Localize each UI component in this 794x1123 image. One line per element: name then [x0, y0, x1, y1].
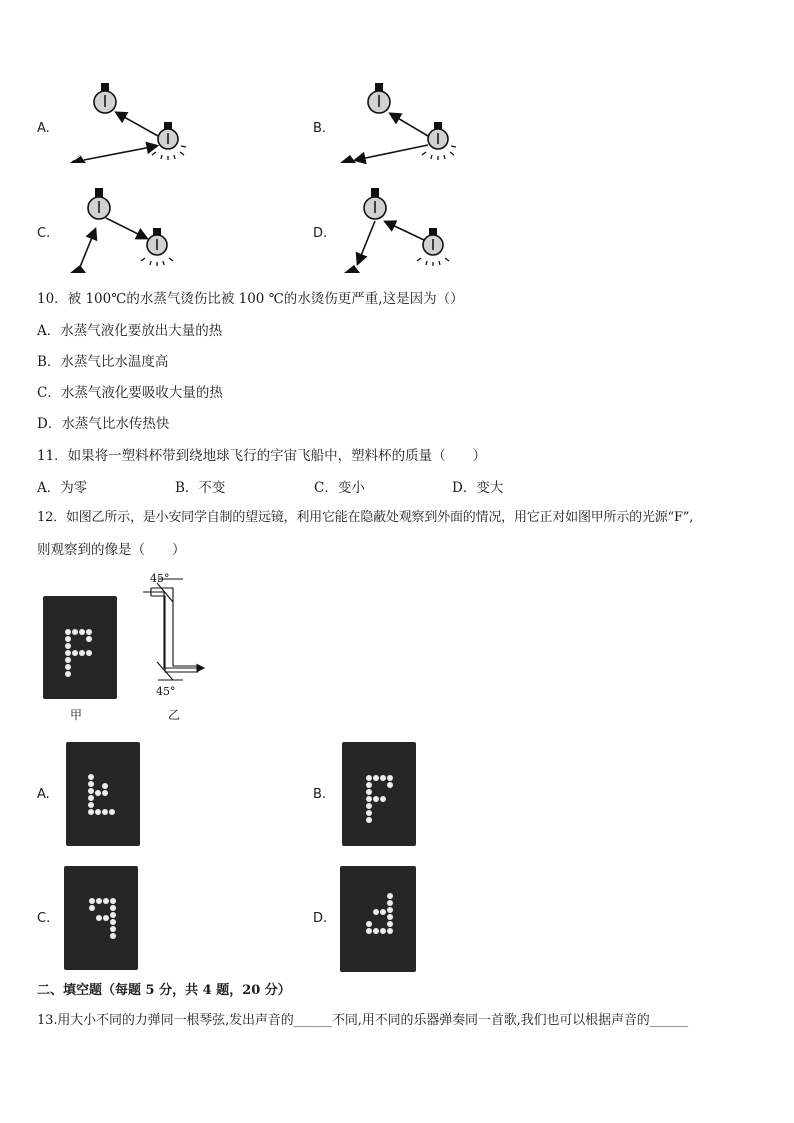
- q9-diagram-a: [60, 80, 200, 175]
- letter-f-dots: [43, 596, 117, 699]
- q12-option-d-label[interactable]: D.: [313, 911, 328, 926]
- q9-option-a-label: A.: [37, 121, 50, 136]
- figure-jia-light-source: [43, 596, 117, 699]
- q10-stem: 10．被 100℃的水蒸气烫伤比被 100 ℃的水烫伤更严重,这是因为（）: [37, 291, 464, 307]
- ray-reflected: [106, 218, 146, 238]
- figure-jia-label: 甲: [70, 708, 83, 722]
- q11-option-a[interactable]: A．为零: [37, 480, 88, 496]
- eye-icon: [344, 265, 360, 273]
- figure-yi-periscope: [138, 570, 218, 705]
- q9-option-d-label: D.: [313, 226, 328, 241]
- lit-bulb-icon: [417, 228, 449, 266]
- q10-option-c[interactable]: C．水蒸气液化要吸收大量的热: [37, 385, 223, 401]
- q10-option-a[interactable]: A．水蒸气液化要放出大量的热: [37, 323, 223, 339]
- q12-option-d-image[interactable]: [340, 866, 416, 972]
- letter-f-rotated-a: [66, 742, 140, 846]
- ray-incident: [84, 146, 156, 160]
- q9-diagram-b: [336, 80, 476, 175]
- q12-option-b-label[interactable]: B.: [313, 787, 327, 802]
- q12-option-a-label[interactable]: A.: [37, 787, 50, 802]
- lit-bulb-icon: [422, 122, 456, 160]
- letter-f-inverted-d: [340, 866, 416, 972]
- ray-reflected: [358, 221, 375, 263]
- figure-yi-label: 乙: [168, 708, 181, 722]
- q11-option-c[interactable]: C．变小: [314, 480, 365, 496]
- lit-bulb-icon: [152, 122, 186, 160]
- unlit-bulb-icon: [94, 83, 116, 113]
- q12-option-b-image[interactable]: [342, 742, 416, 846]
- q9-option-c-label: C.: [37, 226, 51, 241]
- q12-option-c-label[interactable]: C.: [37, 911, 51, 926]
- eye-icon: [70, 155, 86, 163]
- q11-option-b[interactable]: B．不变: [175, 480, 226, 496]
- ray-incident: [386, 222, 424, 240]
- ray-incident: [356, 145, 428, 160]
- q12-stem-line1: 12．如图乙所示，是小安同学自制的望远镜，利用它能在隐蔽处观察到外面的情况，用它正对如图甲所示的光源“F”,: [37, 510, 694, 525]
- q12-option-a-image[interactable]: [66, 742, 140, 846]
- q9-diagram-c: [60, 185, 200, 280]
- eye-icon: [340, 155, 356, 163]
- q12-option-c-image[interactable]: [64, 866, 138, 970]
- q9-option-b-label: B.: [313, 121, 327, 136]
- q12-stem-line2: 则观察到的像是（ ）: [37, 542, 186, 558]
- q11-option-d[interactable]: D．变大: [452, 480, 504, 496]
- ray-reflected: [391, 114, 428, 136]
- q11-stem: 11．如果将一塑料杯带到绕地球飞行的宇宙飞船中，塑料杯的质量（ ）: [37, 448, 487, 464]
- q10-option-b[interactable]: B．水蒸气比水温度高: [37, 354, 169, 370]
- eye-icon: [70, 265, 86, 273]
- q9-diagram-d: [336, 185, 476, 280]
- angle-bottom-label: 45°: [156, 685, 176, 698]
- lit-bulb-icon: [141, 228, 173, 266]
- unlit-bulb-icon: [368, 83, 390, 113]
- unlit-bulb-icon: [88, 188, 110, 219]
- ray-incident: [80, 230, 95, 267]
- ray-reflected: [117, 113, 158, 136]
- letter-f-mirrored-c: [64, 866, 138, 970]
- angle-top-label: 45°: [150, 572, 170, 585]
- section-2-heading: 二、填空题（每题 5 分，共 4 题，20 分）: [37, 983, 291, 998]
- letter-f-upright-b: [342, 742, 416, 846]
- q10-option-d[interactable]: D．水蒸气比水传热快: [37, 416, 170, 432]
- unlit-bulb-icon: [364, 188, 386, 219]
- q13-stem: 13.用大小不同的力弹同一根琴弦,发出声音的______不同,用不同的乐器弹奏同一首歌,我们也可以根据声音的______: [37, 1013, 689, 1028]
